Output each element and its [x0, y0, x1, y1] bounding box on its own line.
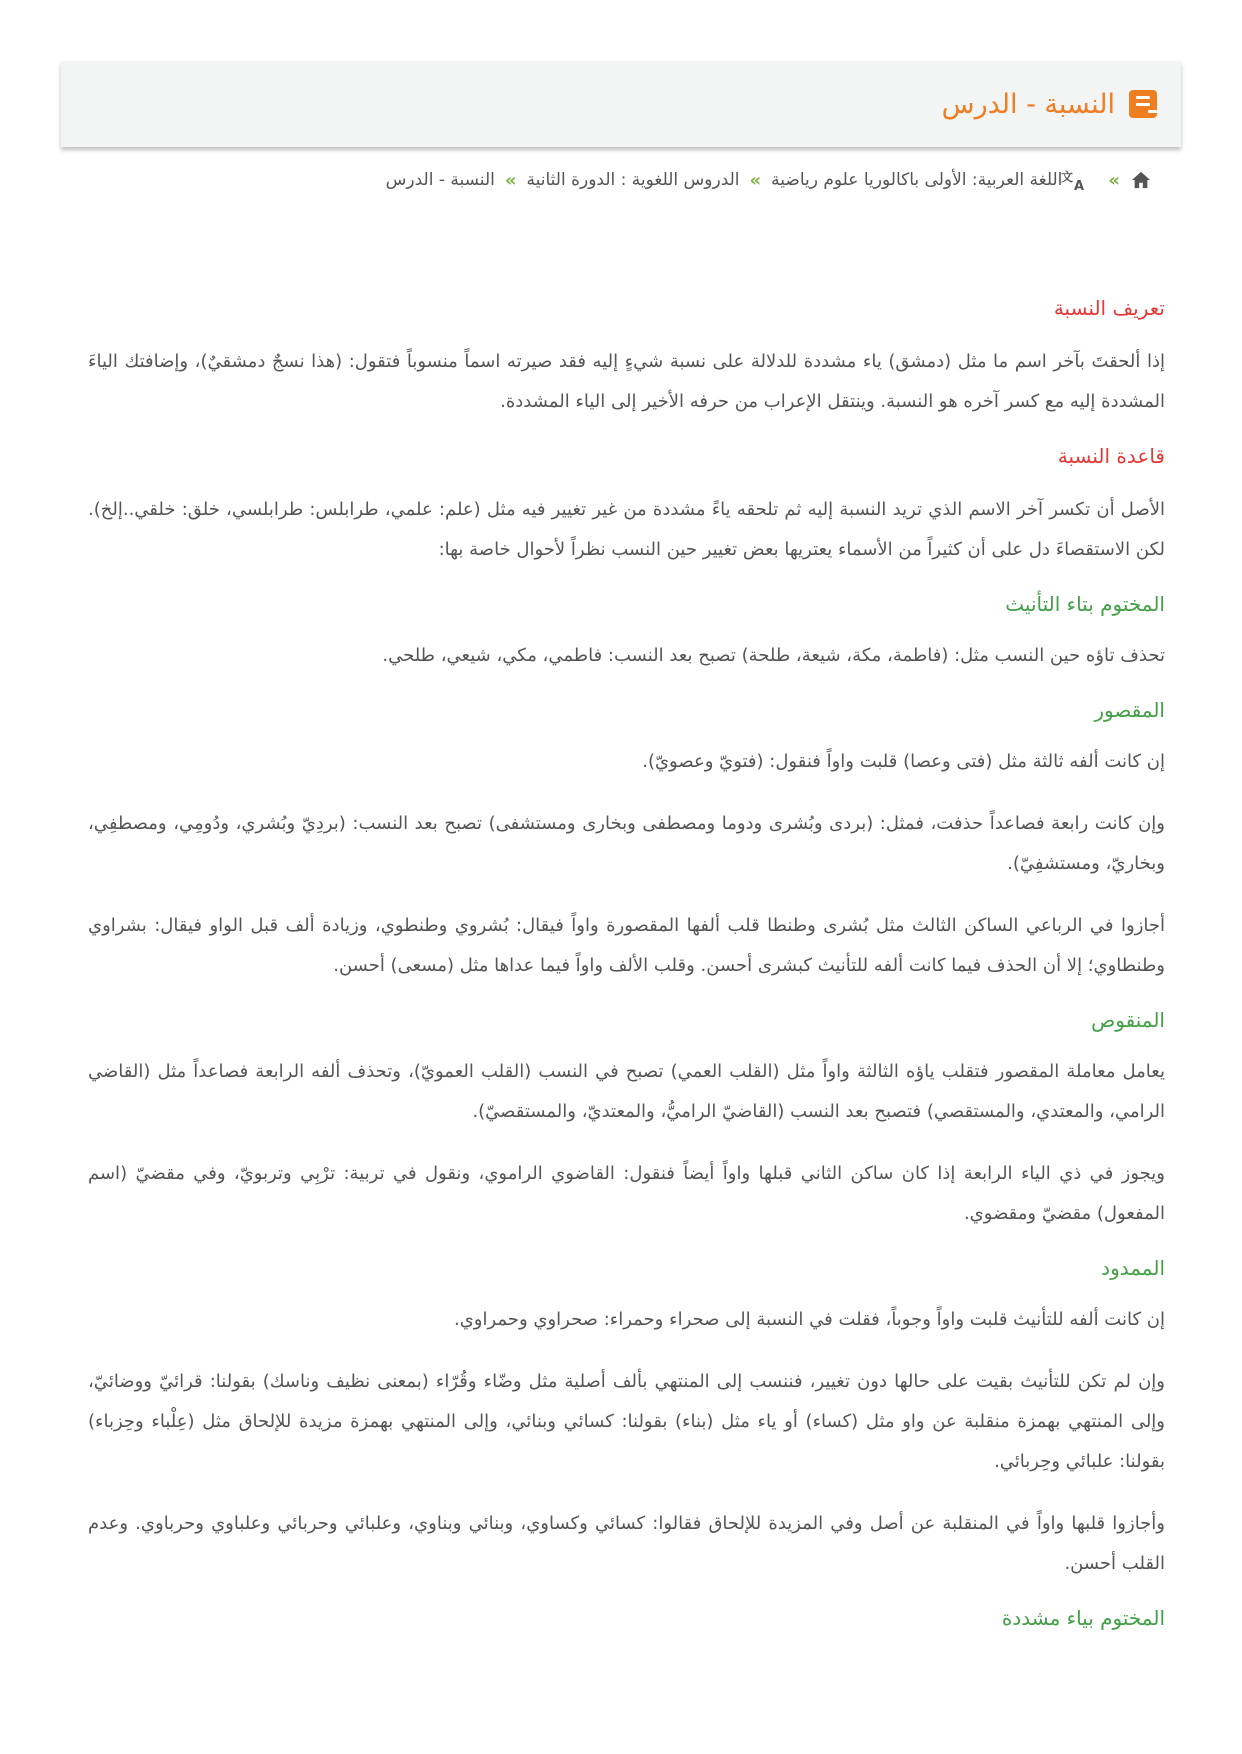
paragraph-maqsur-2: وإن كانت رابعة فصاعداً حذفت، فمثل: (بردى وبُشرى ودوما ومصطفى وبخارى ومستشفى) تصبح بعد النسب: (بردِيّ وبُشري، ودُومِي، ومصطفِي، وبخاريّ، ومستشفِيّ).	[88, 813, 1165, 874]
document-icon	[1129, 90, 1157, 118]
translate-icon	[1061, 168, 1098, 194]
heading-manqus: المنقوص	[1091, 1008, 1165, 1032]
heading-mamdud: الممدود	[1101, 1256, 1165, 1280]
paragraph-maqsur-3: أجازوا في الرباعي الساكن الثالث مثل بُشرى وطنطا قلب ألفها المقصورة واواً فيقال: بُشروي وطنطوي، وزيادة ألف قبل الواو فيقال: بشراوي وطنطاوي؛ إلا أن الحذف فيما كانت ألفه للتأنيث كبشرى أحسن. وقلب الألف واواً فيما عداها مثل (مسعى) أحسن.	[88, 915, 1165, 976]
heading-maqsur: المقصور	[1094, 698, 1165, 722]
paragraph-manqus-2: ويجوز في ذي الياء الرابعة إذا كان ساكن الثاني قبلها واواً أيضاً فنقول: القاضوي الراموي، ونقول في تربية: ترْبِي وتربويّ، وفي مقضيّ (اسم المفعول) مقضيّ ومقضوي.	[88, 1163, 1165, 1224]
breadcrumb-item-current: النسبة - الدرس	[385, 170, 495, 190]
breadcrumb	[100, 168, 1152, 192]
paragraph-maqsur-1: إن كانت ألفه ثالثة مثل (فتى وعصا) قلبت واواً فنقول: (فتويّ وعصويّ).	[642, 751, 1165, 772]
paragraph-mamdud-2: وإن لم تكن للتأنيث بقيت على حالها دون تغيير، فننسب إلى المنتهي بألف أصلية مثل وضّاء وقُرّاء (بمعنى نظيف وناسك) بقولنا: قرائيّ ووضائيّ، وإلى المنتهي بهمزة منقلبة عن واو مثل (كساء) أو ياء مثل (بناء) بقولنا: كسائي وبنائي، وإلى المنتهي بهمزة مزيدة للإلحاق مثل (عِلْباء وحِزباء) بقولنا: علبائي وحِربائي.	[88, 1371, 1165, 1472]
paragraph-rule: الأصل أن تكسر آخر الاسم الذي تريد النسبة إليه ثم تلحقه ياءً مشددة من غير تغيير فيه مثل (علم: علمي، طرابلس: طرابلسي، خلق: خلقي..إلخ). لكن الاستقصاءَ دل على أن كثيراً من الأسماء يعتريها بعض تغيير حين النسب نظراً لأحوال خاصة بها:	[88, 499, 1165, 560]
svg-text:文: 文	[1061, 170, 1074, 184]
title-bar	[61, 61, 1181, 147]
paragraph-mamdud-3: وأجازوا قلبها واواً في المنقلبة عن أصل وفي المزيدة للإلحاق فقالوا: كسائي وكساوي، وبنائي وبناوي، وعلبائي وحربائي وعلباوي وحرباوي. وعدم القلب أحسن.	[88, 1513, 1165, 1574]
breadcrumb-item-lessons[interactable]: الدروس اللغوية : الدورة الثانية	[526, 170, 740, 190]
svg-text:A: A	[1074, 179, 1085, 194]
heading-taa: المختوم بتاء التأنيث	[1005, 592, 1165, 616]
breadcrumb-item-subject[interactable]: اللغة العربية: الأولى باكالوريا علوم رياضية	[771, 170, 1063, 190]
breadcrumb-separator: »	[504, 169, 517, 191]
home-icon[interactable]	[1130, 170, 1152, 190]
paragraph-taa: تحذف تاؤه حين النسب مثل: (فاطمة، مكة، شيعة، طلحة) تصبح بعد النسب: فاطمي، مكي، شيعي، طلحي.	[382, 645, 1165, 666]
paragraph-manqus-1: يعامل معاملة المقصور فتقلب ياؤه الثالثة واواً مثل (القلب العمي) تصبح في النسب (القلب العمويّ)، وتحذف ألفه الرابعة فصاعداً مثل (القاضي الرامي، والمعتدي، والمستقصي) فتصبح بعد النسب (القاضيّ الراميُّ، والمعتديّ، والمستقصيّ).	[88, 1061, 1165, 1122]
lesson-content	[88, 296, 1165, 1650]
page-title: النسبة - الدرس	[941, 88, 1115, 120]
paragraph-mamdud-1: إن كانت ألفه للتأنيث قلبت واواً وجوباً، فقلت في النسبة إلى صحراء وحمراء: صحراوي وحمراوي.	[453, 1309, 1165, 1330]
heading-shadda: المختوم بياء مشددة	[1001, 1606, 1165, 1630]
breadcrumb-separator: »	[1108, 169, 1120, 191]
heading-rule: قاعدة النسبة	[1057, 444, 1165, 468]
paragraph-definition: إذا ألحقتَ بآخر اسم ما مثل (دمشق) ياء مشددة للدلالة على نسبة شيءٍ إليه فقد صيرته اسماً منسوباً فتقول: (هذا نسجٌ دمشقيٌ)، وإضافتك الياءَ المشددة إليه مع كسر آخره هو النسبة. وينتقل الإعراب من حرفه الأخير إلى الياء المشددة.	[88, 351, 1165, 412]
breadcrumb-separator: »	[749, 169, 762, 191]
heading-definition: تعريف النسبة	[1053, 296, 1165, 320]
